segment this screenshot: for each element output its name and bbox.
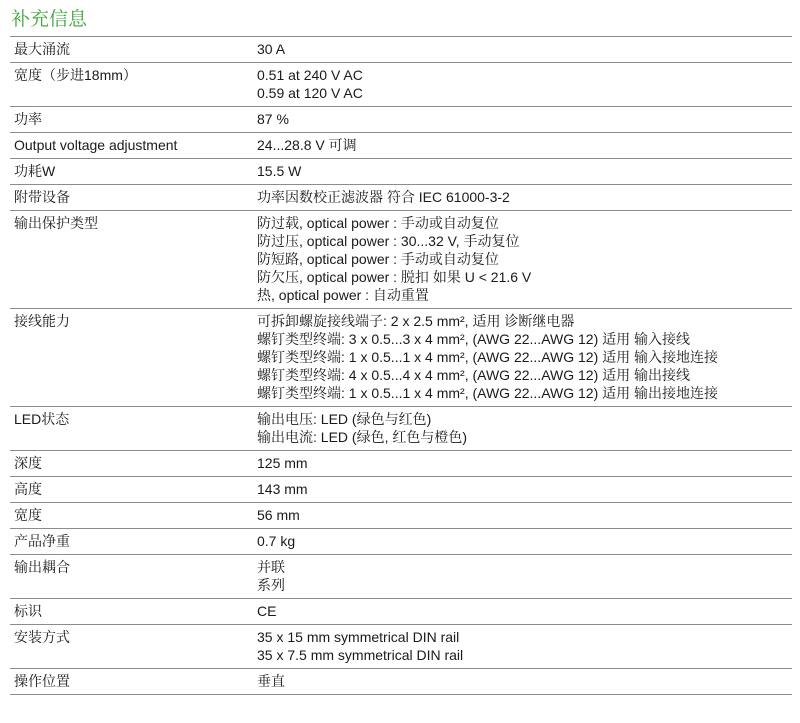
spec-value — [252, 555, 792, 599]
spec-label: 功率 — [14, 111, 42, 127]
spec-value — [252, 37, 792, 63]
spec-value-line: 0.51 at 240 V AC — [257, 67, 363, 83]
spec-table — [10, 36, 792, 695]
spec-row — [10, 37, 792, 63]
spec-value-line: 功率因数校正滤波器 符合 IEC 61000-3-2 — [257, 189, 510, 205]
spec-row — [10, 133, 792, 159]
spec-row — [10, 477, 792, 503]
spec-row — [10, 185, 792, 211]
spec-value-line: 输出电压: LED (绿色与红色) — [257, 411, 432, 427]
spec-label: 接线能力 — [14, 313, 70, 329]
spec-row — [10, 107, 792, 133]
spec-row — [10, 211, 792, 309]
spec-value-line: 热, optical power : 自动重置 — [257, 287, 429, 303]
spec-value — [252, 63, 792, 107]
spec-value-line: 35 x 15 mm symmetrical DIN rail — [257, 629, 460, 645]
spec-row — [10, 555, 792, 599]
spec-value — [252, 669, 792, 695]
spec-value-line: 0.7 kg — [257, 533, 296, 549]
spec-value-line: CE — [257, 603, 277, 619]
spec-row — [10, 669, 792, 695]
spec-value-line: 87 % — [257, 111, 289, 127]
spec-label: 标识 — [14, 603, 42, 619]
spec-value — [252, 477, 792, 503]
spec-value-line: 56 mm — [257, 507, 300, 523]
spec-label: 输出耦合 — [14, 559, 70, 575]
spec-value-line: 35 x 7.5 mm symmetrical DIN rail — [257, 647, 464, 663]
spec-value-line: 30 A — [257, 41, 286, 57]
spec-row — [10, 159, 792, 185]
spec-value-line: 螺钉类型终端: 3 x 0.5...3 x 4 mm², (AWG 22...AWG 12) 适用 输入接线 — [257, 331, 691, 347]
spec-value-line: 螺钉类型终端: 4 x 0.5...4 x 4 mm², (AWG 22...AWG 12) 适用 输出接线 — [257, 367, 691, 383]
spec-value — [252, 451, 792, 477]
spec-label: 最大涌流 — [14, 41, 70, 57]
spec-value-line: 防过压, optical power : 30...32 V, 手动复位 — [257, 233, 520, 249]
spec-value — [252, 159, 792, 185]
spec-row — [10, 625, 792, 669]
spec-label: 输出保护类型 — [14, 215, 98, 231]
spec-value-line: 并联 — [257, 559, 285, 575]
spec-row — [10, 309, 792, 407]
spec-value — [252, 503, 792, 529]
spec-row — [10, 599, 792, 625]
section-title: 补充信息 — [11, 9, 88, 30]
spec-value-line: 输出电流: LED (绿色, 红色与橙色) — [257, 429, 468, 445]
spec-label: 宽度（步进18mm） — [14, 67, 137, 83]
spec-label: 功耗W — [14, 163, 56, 179]
spec-row — [10, 63, 792, 107]
spec-value-line: 0.59 at 120 V AC — [257, 85, 363, 101]
spec-row — [10, 407, 792, 451]
spec-value — [252, 309, 792, 407]
spec-value-line: 垂直 — [257, 673, 285, 689]
spec-value — [252, 599, 792, 625]
spec-value-line: 可拆卸螺旋接线端子: 2 x 2.5 mm², 适用 诊断继电器 — [257, 313, 575, 329]
spec-value-line: 125 mm — [257, 455, 308, 471]
spec-value — [252, 407, 792, 451]
spec-value-line: 螺钉类型终端: 1 x 0.5...1 x 4 mm², (AWG 22...AWG 12) 适用 输出接地连接 — [257, 385, 719, 401]
spec-value — [252, 133, 792, 159]
spec-row — [10, 503, 792, 529]
spec-label: 深度 — [14, 455, 42, 471]
spec-value-line: 143 mm — [257, 481, 308, 497]
spec-value — [252, 185, 792, 211]
spec-value-line: 24...28.8 V 可调 — [257, 137, 357, 153]
spec-label: 产品净重 — [14, 533, 70, 549]
spec-value-line: 系列 — [257, 577, 285, 593]
spec-label: Output voltage adjustment — [14, 137, 178, 153]
spec-table-body — [10, 37, 792, 695]
spec-value — [252, 625, 792, 669]
spec-row — [10, 451, 792, 477]
spec-value — [252, 529, 792, 555]
spec-label: LED状态 — [14, 411, 70, 427]
spec-value-line: 防过载, optical power : 手动或自动复位 — [257, 215, 499, 231]
spec-value-line: 防短路, optical power : 手动或自动复位 — [257, 251, 499, 267]
spec-value-line: 防欠压, optical power : 脱扣 如果 U < 21.6 V — [257, 269, 532, 285]
spec-label: 附带设备 — [14, 189, 70, 205]
spec-label: 操作位置 — [14, 673, 70, 689]
spec-label: 高度 — [14, 481, 42, 497]
spec-value-line: 螺钉类型终端: 1 x 0.5...1 x 4 mm², (AWG 22...AWG 12) 适用 输入接地连接 — [257, 349, 719, 365]
spec-value-line: 15.5 W — [257, 163, 302, 179]
spec-label: 宽度 — [14, 507, 42, 523]
spec-value — [252, 211, 792, 309]
spec-label: 安装方式 — [14, 629, 70, 645]
spec-row — [10, 529, 792, 555]
spec-value — [252, 107, 792, 133]
